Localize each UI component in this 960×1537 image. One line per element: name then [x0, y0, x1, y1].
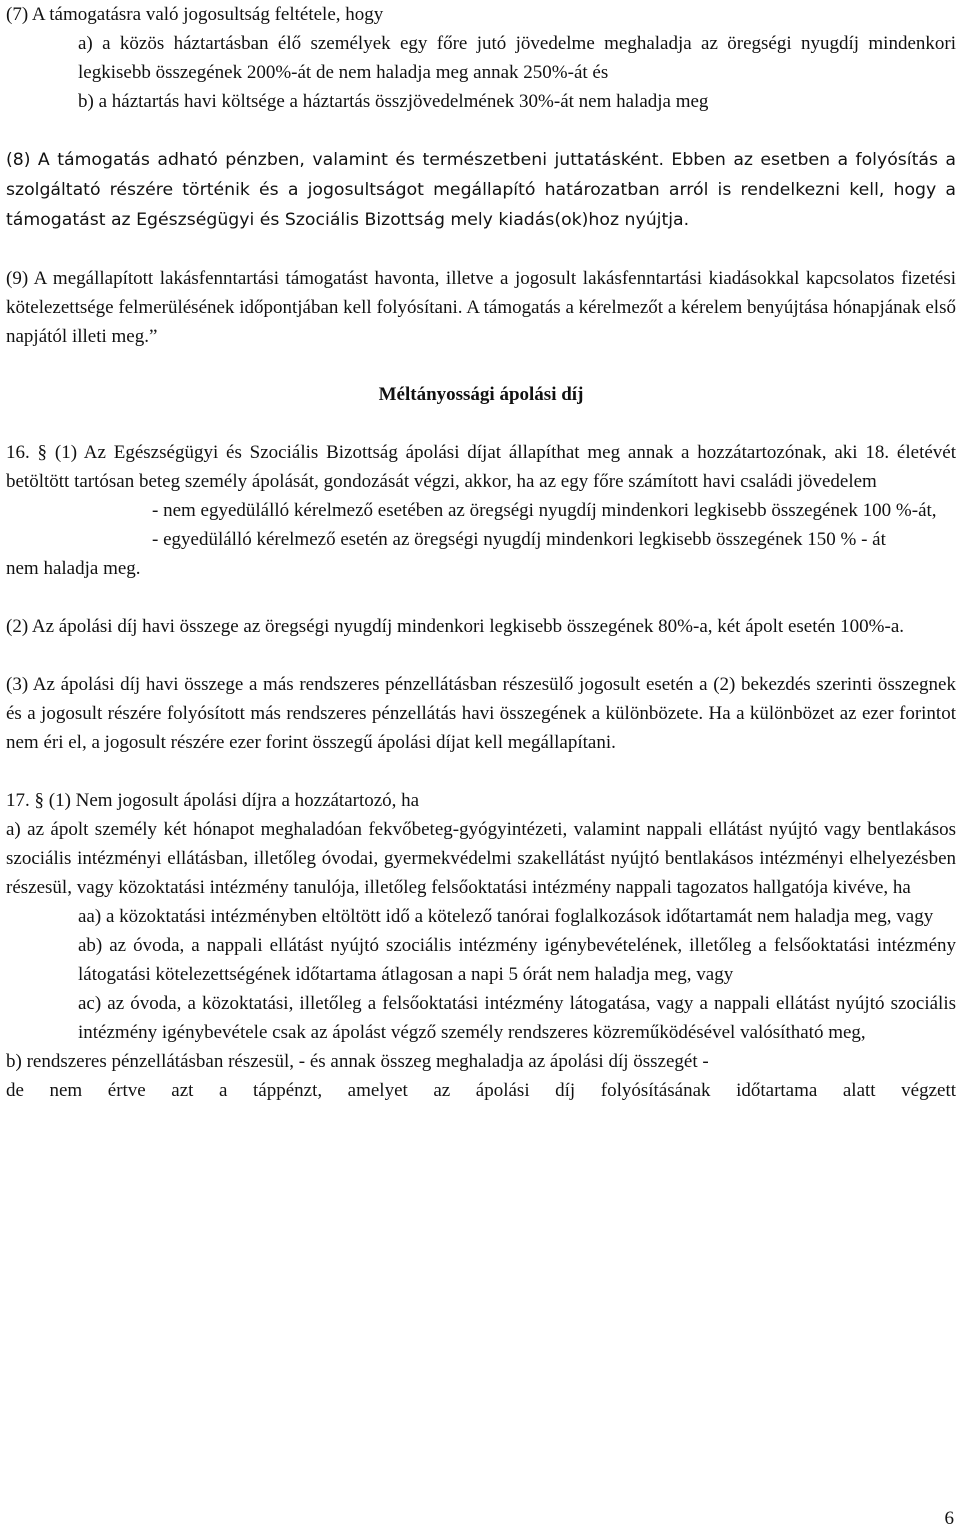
s17-item-b-line2: de nem értve azt a táppénzt, amelyet az ápolási díj folyósításának időtartama alatt végzett [6, 1080, 956, 1101]
p7-intro: (7) A támogatásra való jogosultság feltétele, hogy [6, 4, 384, 25]
p9-paragraph: (9) A megállapított lakásfenntartási támogatást havonta, illetve a jogosult lakásfenntartási kiadásokkal kapcsolatos fizetési kötelezettsége felmerülésének időpontjában kell folyósítani. A támogatás a kérelmezőt a kérelem benyújtása hónapjának első napjától illeti meg.” [6, 268, 956, 347]
p7-item-b: b) a háztartás havi költsége a háztartás összjövedelmének 30%-át nem haladja meg [78, 91, 709, 112]
s17-item-ab: ab) az óvoda, a nappali ellátást nyújtó szociális intézmény igénybevételének, illetőleg a felsőoktatási intézmény látogatási kötelezettségének időtartama átlagosan a napi 5 órát nem haladja meg, vagy [78, 935, 956, 985]
s17-item-ac: ac) az óvoda, a közoktatási, illetőleg a felsőoktatási intézmény látogatása, vagy a nappali ellátást nyújtó szociális intézmény igénybevétele csak az ápolást végző személy rendszeres közreműködésével valósítható meg, [78, 993, 956, 1043]
s16-end: nem haladja meg. [6, 558, 141, 579]
s16-dash-item-1: - nem egyedülálló kérelmező esetében az öregségi nyugdíj mindenkori legkisebb összegének 100 %-át, [152, 500, 937, 521]
p8-first-sentence: (8) A támogatás adható pénzben, valamint és természetbeni juttatásként. [6, 150, 664, 170]
s17-item-aa: aa) a közoktatási intézményben eltöltött idő a kötelező tanórai foglalkozások időtartamát nem haladja meg, vagy [78, 906, 934, 927]
page-number: 6 [944, 1508, 954, 1529]
s16-paragraph-2: (2) Az ápolási díj havi összege az öregségi nyugdíj mindenkori legkisebb összegének 80%-a, két ápolt esetén 100%-a. [6, 616, 905, 637]
s16-dash-item-2: - egyedülálló kérelmező esetén az öregségi nyugdíj mindenkori legkisebb összegének 150 % - át [152, 529, 886, 550]
section-title: Méltányossági ápolási díj [378, 384, 584, 405]
s17-heading: 17. § (1) Nem jogosult ápolási díjra a hozzátartozó, ha [6, 790, 420, 811]
p8-paragraph [6, 145, 956, 235]
p8-rest: Ebben az esetben a folyósítás a szolgáltató részére történik és a jogosultságot megállapító határozatban arról is rendelkezni kell, hogy a támogatást az Egészségügyi és Szociális Bizottság mely kiadás(ok)hoz nyújtja. [6, 150, 956, 230]
s16-paragraph-1: 16. § (1) Az Egészségügyi és Szociális Bizottság ápolási díjat állapíthat meg annak a hozzátartozónak, aki 18. életévét betöltött tartósan beteg személy ápolását, gondozását végzi, akkor, ha az egy főre számított havi családi jövedelem [6, 442, 956, 492]
document-page [6, 0, 956, 1105]
s16-paragraph-3: (3) Az ápolási díj havi összege a más rendszeres pénzellátásban részesülő jogosult esetén a (2) bekezdés szerinti összegnek és a jogosult részére folyósított más rendszeres pénzellátás havi összegének a különbözete. Ha a különbözet az ezer forintot nem éri el, a jogosult részére ezer forint összegű ápolási díjat kell megállapítani. [6, 674, 956, 753]
s17-item-b-line1: b) rendszeres pénzellátásban részesül, - és annak összeg meghaladja az ápolási díj összegét - [6, 1051, 709, 1072]
s17-item-a: a) az ápolt személy két hónapot meghaladóan fekvőbeteg-gyógyintézeti, valamint nappali ellátást nyújtó vagy bentlakásos szociális intézményi ellátásban, illetőleg óvodai, gyermekvédelmi szakellátást nyújtó bentlakásos intézményi elhelyezésben részesül, vagy közoktatási intézmény tanulója, illetőleg felsőoktatási intézmény nappali tagozatos hallgatója kivéve, ha [6, 819, 956, 898]
p7-item-a: a) a közös háztartásban élő személyek egy főre jutó jövedelme meghaladja az öregségi nyugdíj mindenkori legkisebb összegének 200%-át de nem haladja meg annak 250%-át és [78, 33, 956, 83]
